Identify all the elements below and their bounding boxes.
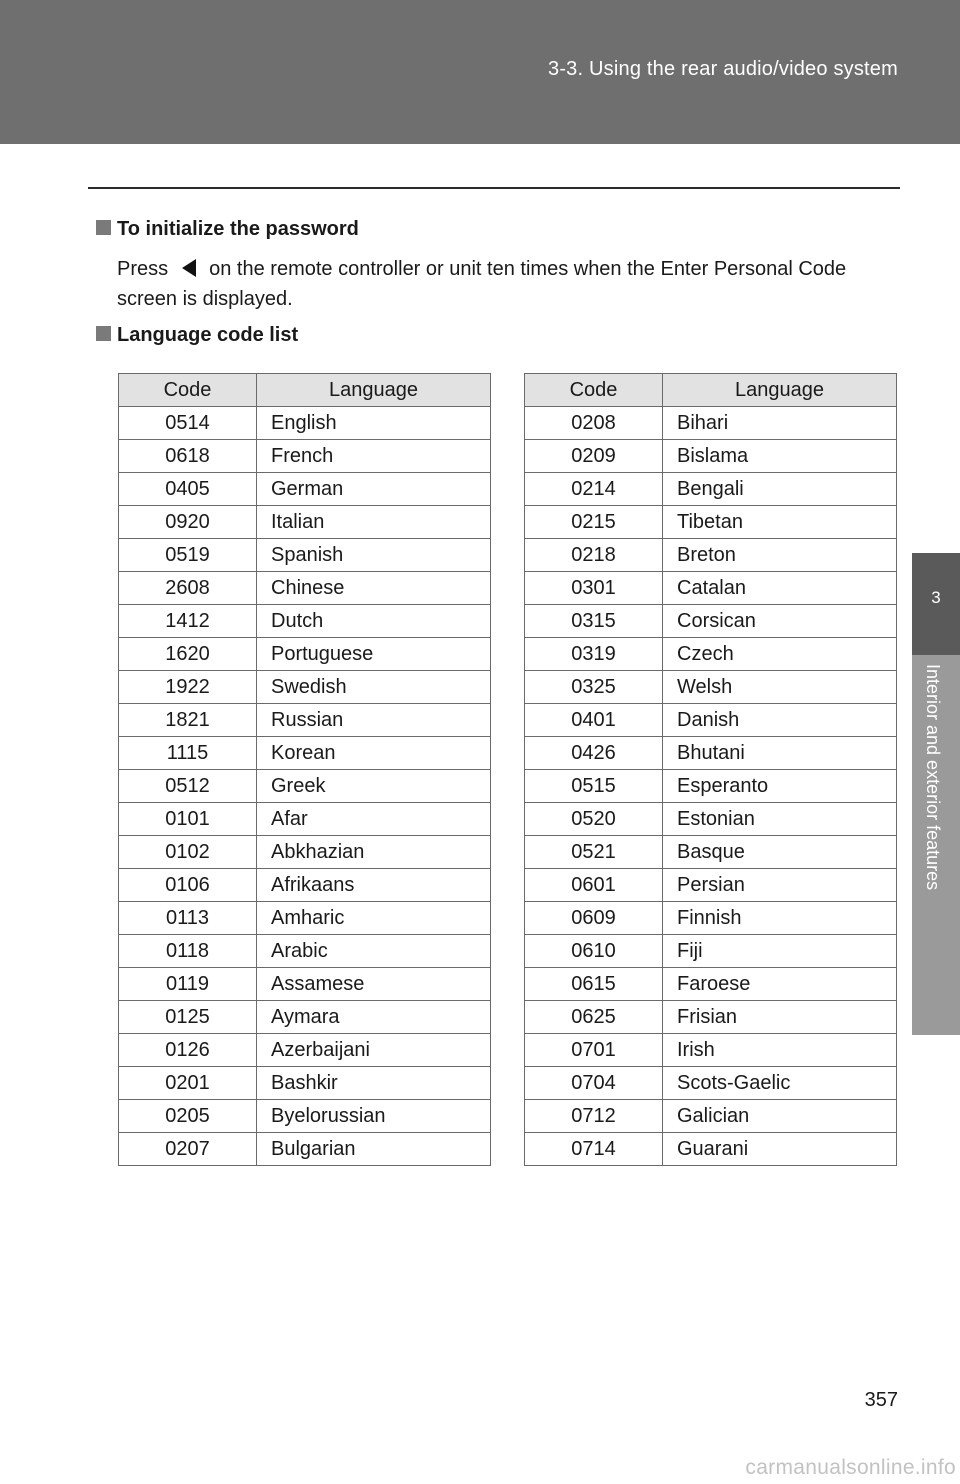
table-header-row xyxy=(119,374,491,407)
table-row xyxy=(525,704,897,737)
table-row xyxy=(525,869,897,902)
language-name: Korean xyxy=(257,737,491,770)
language-name: Assamese xyxy=(257,968,491,1001)
instruction-text-end: on the remote controller or unit ten times when the Enter Personal Code screen is displayed. xyxy=(117,258,847,310)
language-name: Spanish xyxy=(257,539,491,572)
table-row xyxy=(119,671,491,704)
language-code: 0319 xyxy=(525,638,663,671)
square-bullet-icon xyxy=(96,326,111,341)
language-code: 0521 xyxy=(525,836,663,869)
table-row xyxy=(119,1133,491,1166)
table-row xyxy=(525,407,897,440)
language-name: Persian xyxy=(663,869,897,902)
language-code: 0610 xyxy=(525,935,663,968)
table-row xyxy=(119,473,491,506)
language-code: 0426 xyxy=(525,737,663,770)
language-code: 0315 xyxy=(525,605,663,638)
table-row xyxy=(525,1001,897,1034)
language-name: Amharic xyxy=(257,902,491,935)
language-name: Estonian xyxy=(663,803,897,836)
language-code: 0920 xyxy=(119,506,257,539)
language-code: 0201 xyxy=(119,1067,257,1100)
language-code: 0126 xyxy=(119,1034,257,1067)
table-row xyxy=(525,506,897,539)
language-code: 0207 xyxy=(119,1133,257,1166)
language-name: Czech xyxy=(663,638,897,671)
table-row xyxy=(119,902,491,935)
language-code: 0301 xyxy=(525,572,663,605)
heading-text: Language code list xyxy=(117,324,299,346)
language-name: Bulgarian xyxy=(257,1133,491,1166)
language-code: 0205 xyxy=(119,1100,257,1133)
language-code: 0615 xyxy=(525,968,663,1001)
language-code: 0118 xyxy=(119,935,257,968)
language-code: 0609 xyxy=(525,902,663,935)
language-name: Dutch xyxy=(257,605,491,638)
language-name: Corsican xyxy=(663,605,897,638)
table-row xyxy=(525,572,897,605)
language-name: Galician xyxy=(663,1100,897,1133)
table-row xyxy=(119,440,491,473)
language-code: 0704 xyxy=(525,1067,663,1100)
language-name: Chinese xyxy=(257,572,491,605)
column-header-code: Code xyxy=(525,374,663,407)
language-name: Italian xyxy=(257,506,491,539)
heading-text: To initialize the password xyxy=(117,218,359,240)
square-bullet-icon xyxy=(96,220,111,235)
language-code: 1620 xyxy=(119,638,257,671)
language-code: 0209 xyxy=(525,440,663,473)
language-name: Bislama xyxy=(663,440,897,473)
page-header xyxy=(0,0,960,144)
language-name: French xyxy=(257,440,491,473)
table-row xyxy=(119,704,491,737)
language-code: 0215 xyxy=(525,506,663,539)
chapter-number: 3 xyxy=(931,588,941,607)
chapter-label: Interior and exterior features xyxy=(923,664,943,891)
language-name: Abkhazian xyxy=(257,836,491,869)
language-code: 0714 xyxy=(525,1133,663,1166)
language-code-table-left xyxy=(118,373,491,1166)
divider xyxy=(88,187,900,189)
left-triangle-icon xyxy=(182,259,196,277)
language-name: Faroese xyxy=(663,968,897,1001)
language-code: 0214 xyxy=(525,473,663,506)
language-name: Portuguese xyxy=(257,638,491,671)
language-name: Danish xyxy=(663,704,897,737)
table-row xyxy=(525,1100,897,1133)
language-name: Frisian xyxy=(663,1001,897,1034)
language-code: 0712 xyxy=(525,1100,663,1133)
language-name: Azerbaijani xyxy=(257,1034,491,1067)
language-name: Afar xyxy=(257,803,491,836)
language-name: Afrikaans xyxy=(257,869,491,902)
language-name: Welsh xyxy=(663,671,897,704)
language-code: 0514 xyxy=(119,407,257,440)
table-row xyxy=(119,803,491,836)
table-row xyxy=(525,968,897,1001)
language-code: 1821 xyxy=(119,704,257,737)
language-name: German xyxy=(257,473,491,506)
language-code: 0125 xyxy=(119,1001,257,1034)
table-header-row xyxy=(525,374,897,407)
language-name: Breton xyxy=(663,539,897,572)
language-name: English xyxy=(257,407,491,440)
table-row xyxy=(525,1133,897,1166)
language-code: 0519 xyxy=(119,539,257,572)
language-name: Tibetan xyxy=(663,506,897,539)
language-code: 0119 xyxy=(119,968,257,1001)
column-header-code: Code xyxy=(119,374,257,407)
language-code: 0113 xyxy=(119,902,257,935)
language-code: 1412 xyxy=(119,605,257,638)
table-row xyxy=(119,1067,491,1100)
language-name: Esperanto xyxy=(663,770,897,803)
language-name: Byelorussian xyxy=(257,1100,491,1133)
table-row xyxy=(119,1034,491,1067)
table-row xyxy=(525,737,897,770)
language-code: 0701 xyxy=(525,1034,663,1067)
language-name: Arabic xyxy=(257,935,491,968)
language-code: 0618 xyxy=(119,440,257,473)
table-row xyxy=(119,770,491,803)
language-code: 1922 xyxy=(119,671,257,704)
table-row xyxy=(525,803,897,836)
table-row xyxy=(525,836,897,869)
table-row xyxy=(119,407,491,440)
table-row xyxy=(119,1001,491,1034)
heading-initialize-password xyxy=(96,218,359,241)
table-row xyxy=(119,935,491,968)
table-row xyxy=(119,506,491,539)
table-row xyxy=(525,1034,897,1067)
language-code: 0512 xyxy=(119,770,257,803)
table-row xyxy=(525,440,897,473)
table-row xyxy=(119,605,491,638)
language-code: 0218 xyxy=(525,539,663,572)
language-name: Irish xyxy=(663,1034,897,1067)
language-code: 0625 xyxy=(525,1001,663,1034)
language-code: 0520 xyxy=(525,803,663,836)
language-code: 0601 xyxy=(525,869,663,902)
language-name: Greek xyxy=(257,770,491,803)
instruction-paragraph xyxy=(117,254,907,314)
page-number: 357 xyxy=(864,1389,898,1411)
language-code: 0325 xyxy=(525,671,663,704)
table-row xyxy=(525,473,897,506)
section-title: 3-3. Using the rear audio/video system xyxy=(548,58,898,80)
table-row xyxy=(525,671,897,704)
table-row xyxy=(119,638,491,671)
language-code: 0515 xyxy=(525,770,663,803)
instruction-text-start: Press xyxy=(117,258,169,280)
language-code: 0401 xyxy=(525,704,663,737)
table-row xyxy=(525,935,897,968)
language-name: Scots-Gaelic xyxy=(663,1067,897,1100)
table-row xyxy=(525,638,897,671)
language-name: Basque xyxy=(663,836,897,869)
table-row xyxy=(119,1100,491,1133)
table-row xyxy=(119,737,491,770)
language-name: Finnish xyxy=(663,902,897,935)
table-row xyxy=(119,869,491,902)
column-header-language: Language xyxy=(663,374,897,407)
table-row xyxy=(525,1067,897,1100)
language-name: Russian xyxy=(257,704,491,737)
language-name: Guarani xyxy=(663,1133,897,1166)
language-name: Bihari xyxy=(663,407,897,440)
language-code: 1115 xyxy=(119,737,257,770)
language-code: 2608 xyxy=(119,572,257,605)
table-row xyxy=(119,968,491,1001)
table-row xyxy=(525,605,897,638)
language-name: Bhutani xyxy=(663,737,897,770)
table-row xyxy=(119,572,491,605)
language-code: 0106 xyxy=(119,869,257,902)
heading-language-code-list xyxy=(96,324,298,347)
table-row xyxy=(119,539,491,572)
table-row xyxy=(525,770,897,803)
language-code: 0405 xyxy=(119,473,257,506)
column-header-language: Language xyxy=(257,374,491,407)
language-code: 0102 xyxy=(119,836,257,869)
table-row xyxy=(525,902,897,935)
language-code: 0208 xyxy=(525,407,663,440)
table-row xyxy=(119,836,491,869)
language-code-table-right xyxy=(524,373,897,1166)
language-name: Fiji xyxy=(663,935,897,968)
language-code: 0101 xyxy=(119,803,257,836)
watermark: carmanualsonline.info xyxy=(745,1456,956,1479)
language-name: Swedish xyxy=(257,671,491,704)
language-name: Catalan xyxy=(663,572,897,605)
table-row xyxy=(525,539,897,572)
language-name: Bengali xyxy=(663,473,897,506)
language-name: Aymara xyxy=(257,1001,491,1034)
language-name: Bashkir xyxy=(257,1067,491,1100)
